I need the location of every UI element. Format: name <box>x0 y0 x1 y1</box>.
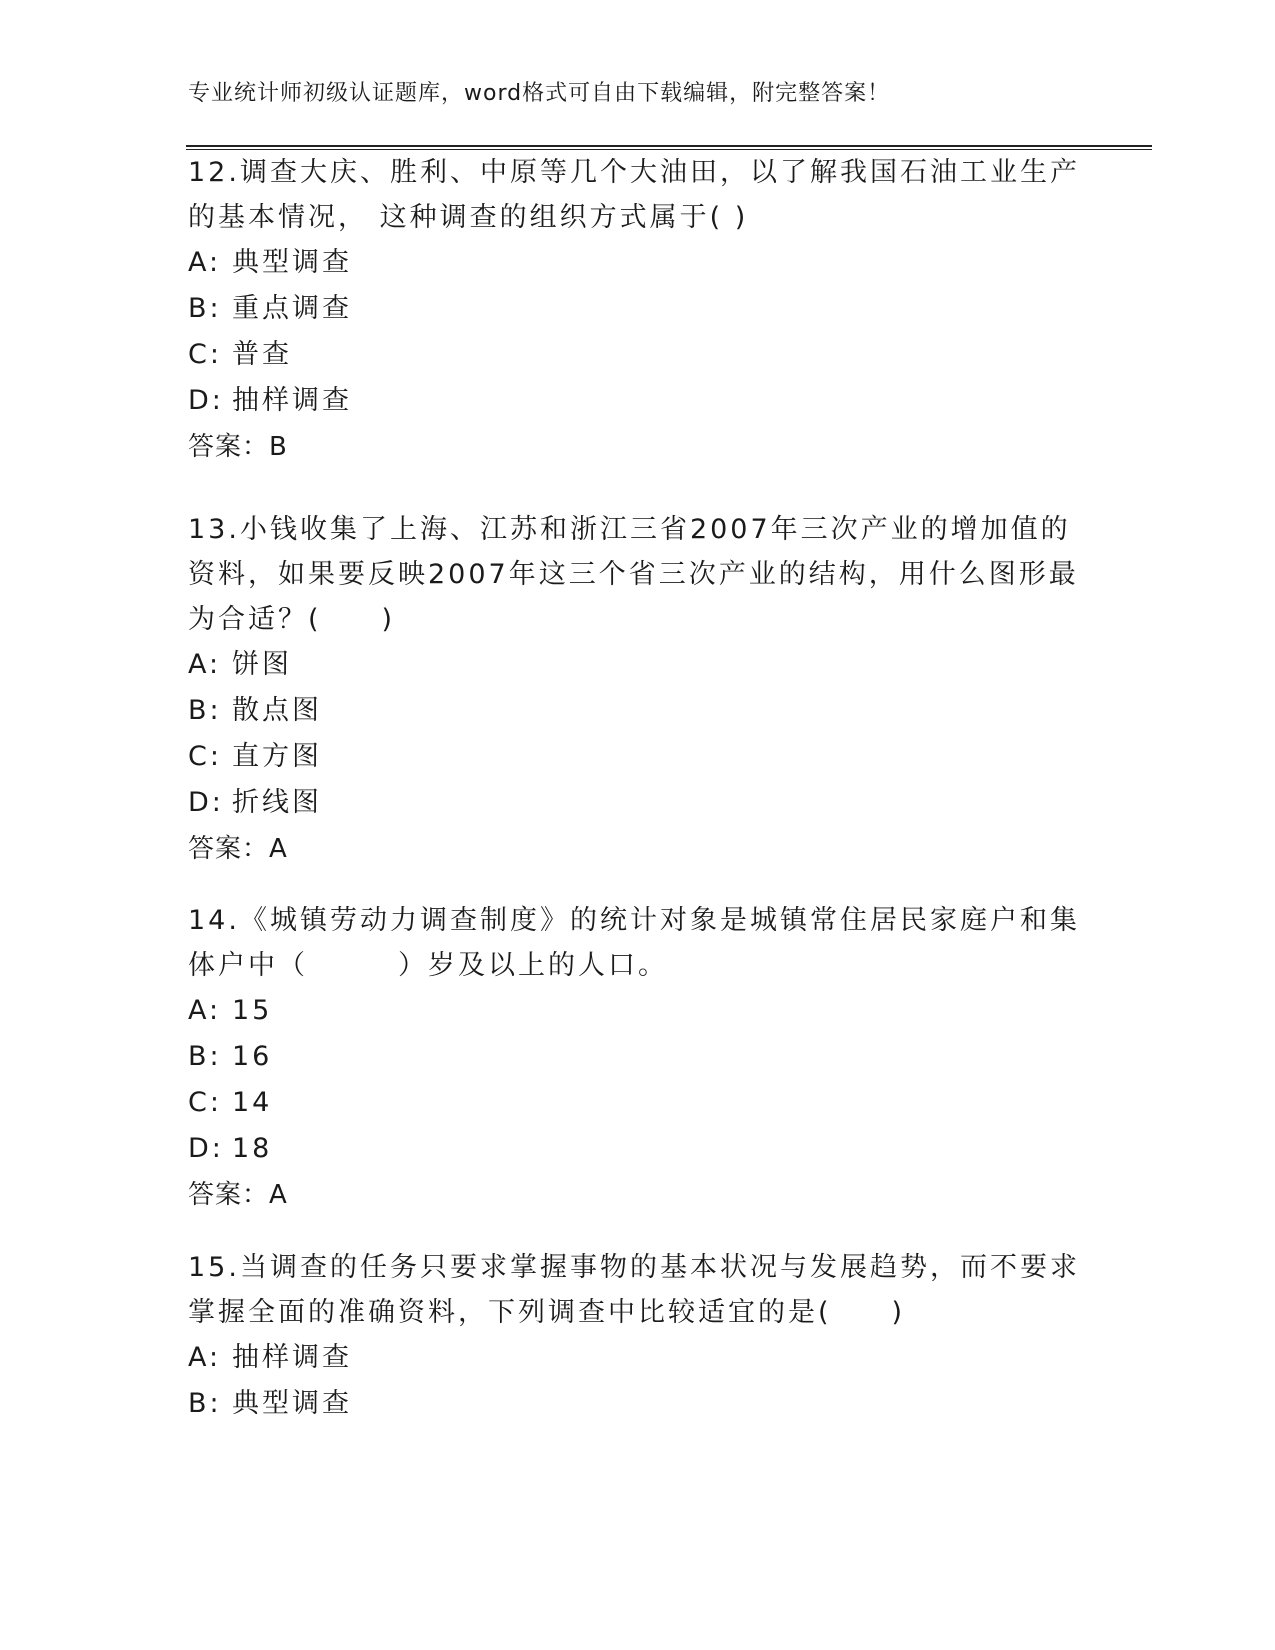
option-text: 折线图 <box>232 787 322 818</box>
option-letter: B: <box>188 1041 222 1072</box>
option-b <box>188 286 1088 332</box>
option-letter: C: <box>188 741 222 772</box>
option-letter: D: <box>188 1133 224 1164</box>
question-14 <box>188 898 1088 1218</box>
answer: 答案：A <box>188 834 288 864</box>
question-text: 12.调查大庆、胜利、中原等几个大油田，以了解我国石油工业生产的基本情况， 这种调查的组织方式属于( ) <box>188 157 1080 233</box>
option-letter: A: <box>188 995 222 1026</box>
option-letter: D: <box>188 385 224 416</box>
option-text: 典型调查 <box>232 247 352 278</box>
page-header: 专业统计师初级认证题库，word格式可自由下载编辑，附完整答案！ <box>188 81 891 106</box>
option-letter: A: <box>188 1342 222 1373</box>
option-text: 16 <box>232 1041 273 1072</box>
option-letter: C: <box>188 1087 222 1118</box>
option-c <box>188 734 1088 780</box>
question-text: 14.《城镇劳动力调查制度》的统计对象是城镇常住居民家庭户和集体户中（ ）岁及以上的人口。 <box>188 905 1080 981</box>
option-d <box>188 378 1088 424</box>
option-b <box>188 1034 1088 1080</box>
option-text: 18 <box>232 1133 273 1164</box>
option-text: 重点调查 <box>232 293 352 324</box>
answer: 答案：B <box>188 432 288 462</box>
option-text: 饼图 <box>232 649 292 680</box>
option-d <box>188 1126 1088 1172</box>
option-a <box>188 988 1088 1034</box>
option-text: 散点图 <box>232 695 322 726</box>
option-text: 抽样调查 <box>232 1342 352 1373</box>
option-letter: B: <box>188 695 222 726</box>
option-text: 15 <box>232 995 273 1026</box>
question-15 <box>188 1245 1088 1427</box>
option-a <box>188 240 1088 286</box>
option-c <box>188 1080 1088 1126</box>
option-b <box>188 1381 1088 1427</box>
option-c <box>188 332 1088 378</box>
option-letter: B: <box>188 1388 222 1419</box>
option-text: 普查 <box>232 339 292 370</box>
option-text: 抽样调查 <box>232 385 352 416</box>
option-d <box>188 780 1088 826</box>
option-a <box>188 1335 1088 1381</box>
option-letter: C: <box>188 339 222 370</box>
question-13 <box>188 507 1088 872</box>
question-text: 15.当调查的任务只要求掌握事物的基本状况与发展趋势，而不要求掌握全面的准确资料，下列调查中比较适宜的是( ) <box>188 1252 1080 1328</box>
option-text: 典型调查 <box>232 1388 352 1419</box>
option-letter: D: <box>188 787 224 818</box>
option-a <box>188 642 1088 688</box>
answer: 答案：A <box>188 1180 288 1210</box>
option-letter: A: <box>188 247 222 278</box>
option-text: 14 <box>232 1087 273 1118</box>
question-text: 13.小钱收集了上海、江苏和浙江三省2007年三次产业的增加值的资料，如果要反映2007年这三个省三次产业的结构，用什么图形最为合适？( ) <box>188 514 1079 635</box>
option-b <box>188 688 1088 734</box>
option-letter: B: <box>188 293 222 324</box>
question-12 <box>188 150 1088 470</box>
option-letter: A: <box>188 649 222 680</box>
option-text: 直方图 <box>232 741 322 772</box>
